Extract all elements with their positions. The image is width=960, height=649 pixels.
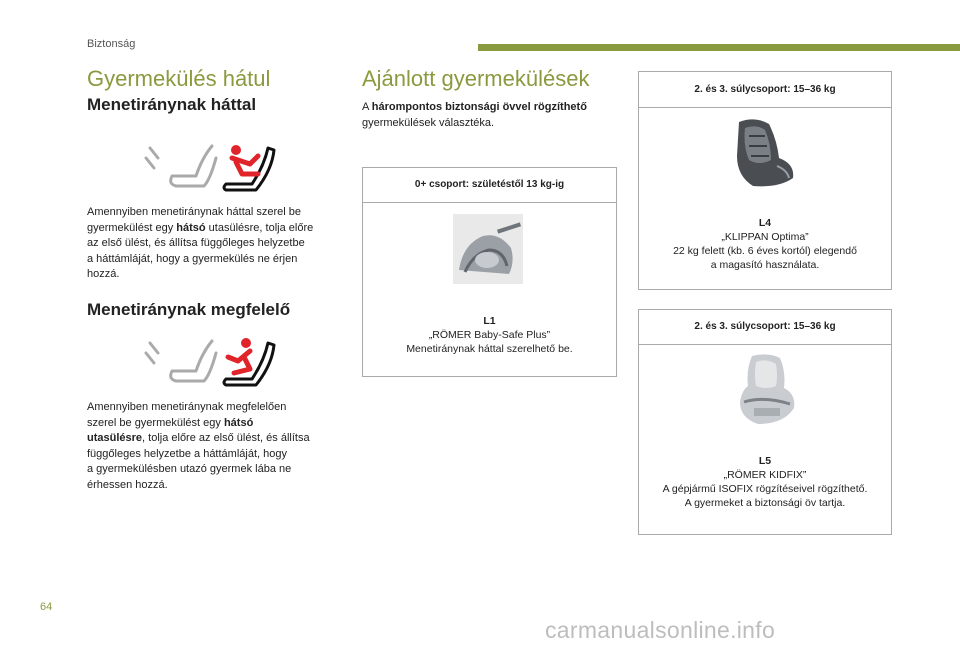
page-number: 64	[40, 601, 53, 613]
seat-card-l1	[362, 167, 617, 377]
intro-text: A hárompontos biztonsági övvel rögzíthető gyermekülések választéka.	[362, 101, 587, 129]
left-title: Gyermekülés hátul	[87, 66, 271, 91]
seat-card-text: L5 „RÖMER KIDFIX” A gépjármű ISOFIX rögzítéseivel rögzíthető. A gyermeket a biztonsági öv tartja.	[662, 455, 868, 509]
rear-facing-child-seat-icon	[140, 140, 280, 192]
watermark: carmanualsonline.info	[545, 617, 776, 643]
seat-photo-l5	[734, 352, 799, 432]
seat-card-l5	[638, 309, 892, 535]
forward-facing-child-seat-icon	[140, 335, 280, 387]
seat-photo-l1	[453, 214, 523, 284]
header-accent-bar	[478, 44, 960, 51]
seat-card-heading: 2. és 3. súlycsoport: 15–36 kg	[639, 310, 891, 345]
seat-card-heading: 2. és 3. súlycsoport: 15–36 kg	[639, 72, 891, 108]
seat-card-l4	[638, 71, 892, 290]
seat-card-text: L4 „KLIPPAN Optima” 22 kg felett (kb. 6 éves kortól) elegendő a magasító használata.	[673, 217, 857, 271]
paragraph-forward-facing: Amennyiben menetiránynak megfelelően szerel be gyermekülést egy hátsó utasülésre, tolja előre az első ülést, és állítsa függőleges helyzetbe a háttámláját, hogy a gyermekülésben utazó gyermek lába ne érhessen hozzá.	[87, 401, 310, 491]
seat-photo-l4	[729, 116, 799, 191]
subtitle-forward-facing: Menetiránynak megfelelő	[87, 300, 291, 319]
seat-card-heading: 0+ csoport: születéstől 13 kg-ig	[363, 168, 616, 203]
right-title: Ajánlott gyermekülések	[362, 66, 590, 91]
paragraph-rear-facing: Amennyiben menetiránynak háttal szerel be gyermekülést egy hátsó utasülésre, tolja előre az első ülést, és állítsa függőleges helyzetbe a háttámláját, hogy a gyermekülés ne érjen hozzá.	[87, 206, 314, 281]
subtitle-rear-facing: Menetiránynak háttal	[87, 95, 257, 114]
seat-card-text: L1 „RÖMER Baby-Safe Plus” Menetiránynak háttal szerelhető be.	[406, 315, 573, 355]
section-label: Biztonság	[87, 38, 136, 50]
